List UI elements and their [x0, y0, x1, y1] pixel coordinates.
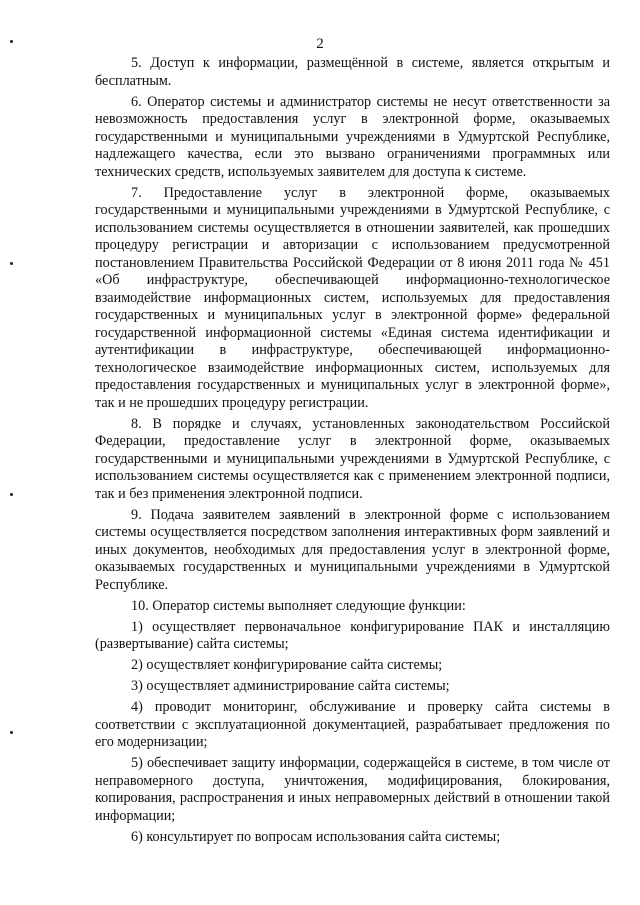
margin-mark — [10, 731, 13, 734]
paragraph-9: 9. Подача заявителем заявлений в электронной форме с использованием системы осуществляется посредством заполнения интерактивных форм заявлений и иных документов, необходимых для предоставления услуг в электронной форме, оказываемых государственных и муниципальными учреждениями в Удмуртской Республике. — [95, 506, 610, 593]
document-body — [95, 55, 610, 850]
paragraph-8: 8. В порядке и случаях, установленных законодательством Российской Федерации, предоставление услуг в электронной форме, оказываемых государственными и муниципальными учреждениями в Удмуртской Республике, с использованием системы осуществляется как с применением электронной подписи, так и без применения электронной подписи. — [95, 415, 610, 502]
list-item-3: 3) осуществляет администрирование сайта системы; — [131, 678, 450, 694]
list-item-1: 1) осуществляет первоначальное конфигурирование ПАК и инсталляцию (развертывание) сайта системы; — [95, 618, 610, 652]
margin-mark — [10, 262, 13, 265]
page-number: 2 — [316, 36, 324, 52]
list-item-4: 4) проводит мониторинг, обслуживание и проверку сайта системы в соответствии с эксплуатационной документацией, разрабатывает предложения по его модернизации; — [95, 699, 610, 750]
list-item-6: 6) консультирует по вопросам использования сайта системы; — [131, 828, 501, 845]
paragraph-5: 5. Доступ к информации, размещённой в системе, является открытым и бесплатным. — [95, 55, 610, 89]
margin-mark — [10, 493, 13, 496]
paragraph-10: 10. Оператор системы выполняет следующие функции: — [131, 597, 466, 614]
paragraph-7: 7. Предоставление услуг в электронной форме, оказываемых государственными и муниципальными учреждениями в Удмуртской Республике, с использованием системы осуществляется в отношении заявителей, как прошедших процедуру регистрации и авторизации с использованием предусмотренной постановлением Правительства Российской Федерации от 8 июня 2011 года № 451 «Об инфраструктуре, обеспечивающей информационно-технологическое взаимодействие информационных систем, используемых для предоставления государственных и муниципальных услуг в электронной форме» федеральной государственной информационной системы «Единая система идентификации и аутентификации в инфраструктуре, обеспечивающей информационно-технологическое взаимодействие информационных систем, используемых для предоставления государственных и муниципальных услуг в электронной форме», так и не прошедших процедуру регистрации. — [95, 184, 610, 411]
list-item-5: 5) обеспечивает защиту информации, содержащейся в системе, в том числе от неправомерного доступа, уничтожения, модифицирования, блокирования, копирования, распространения и иных неправомерных действий в отношении такой информации; — [95, 755, 610, 824]
list-item-2: 2) осуществляет конфигурирование сайта системы; — [131, 657, 443, 673]
margin-mark — [10, 40, 13, 43]
paragraph-6: 6. Оператор системы и администратор системы не несут ответственности за невозможность предоставления услуг в электронной форме, оказываемых государственными и муниципальными учреждениями в Удмуртской Республике, надлежащего качества, если это вызвано ограничениями программных или технических средств, используемых заявителем для доступа к системе. — [95, 93, 610, 180]
